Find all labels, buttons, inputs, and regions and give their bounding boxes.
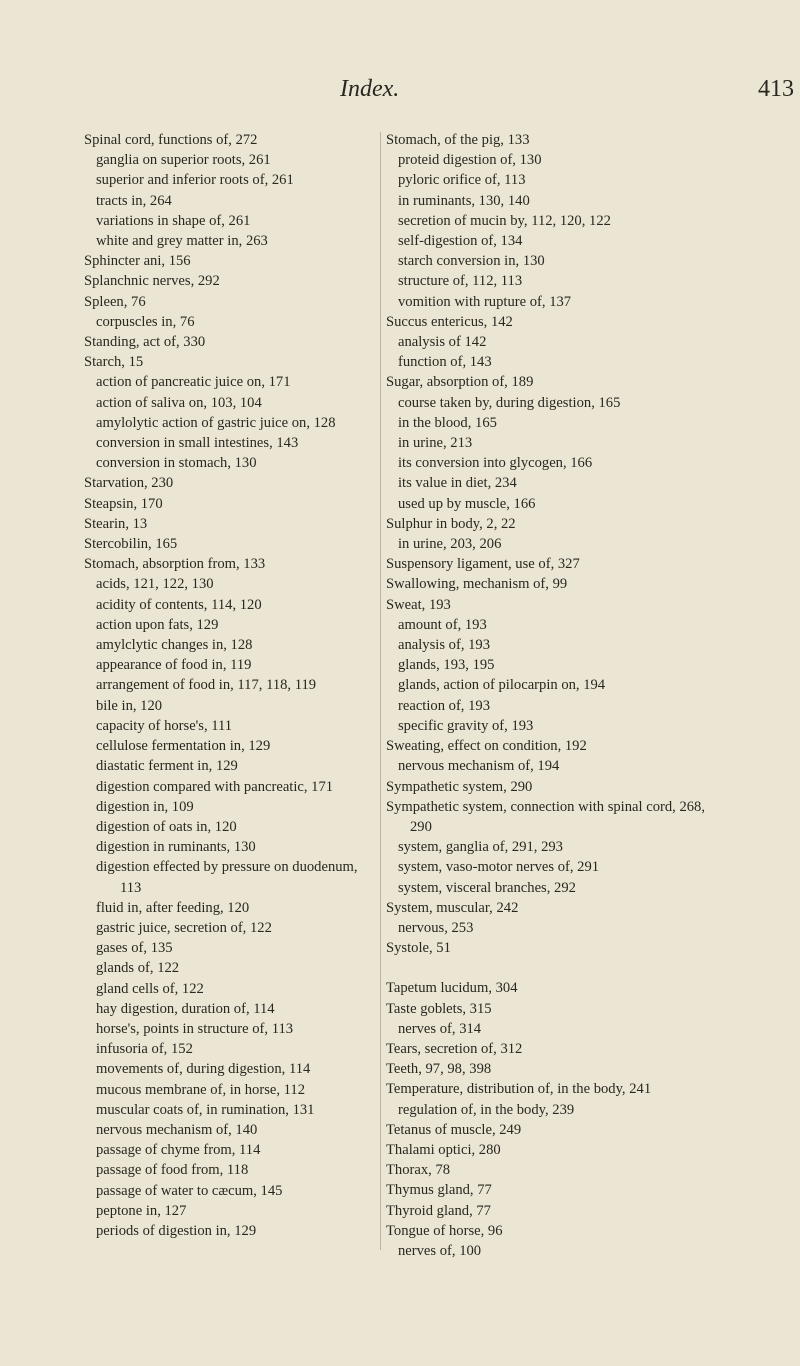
- index-subentry: its value in diet, 234: [398, 475, 517, 492]
- index-subentry: gases of, 135: [96, 940, 173, 957]
- index-subentry: function of, 143: [398, 354, 492, 371]
- index-subentry: passage of food from, 118: [96, 1162, 249, 1179]
- page-header: [0, 76, 800, 116]
- column-divider: [380, 132, 381, 1250]
- index-subentry: analysis of 142: [398, 334, 487, 351]
- index-subentry: glands, action of pilocarpin on, 194: [398, 677, 606, 694]
- index-subentry: fluid in, after feeding, 120: [96, 899, 250, 916]
- index-subentry: course taken by, during digestion, 165: [398, 394, 621, 411]
- section-gap: [386, 958, 726, 978]
- index-column-left: [84, 130, 378, 1241]
- index-subentry: ganglia on superior roots, 261: [96, 152, 271, 169]
- index-subentry: amount of, 193: [398, 616, 487, 633]
- index-subentry: secretion of mucin by, 112, 120, 122: [398, 212, 611, 229]
- index-subentry: action of pancreatic juice on, 171: [96, 374, 291, 391]
- index-entry: Thyroid gland, 77: [386, 1202, 491, 1219]
- index-entry: Sphincter ani, 156: [84, 253, 191, 270]
- index-subentry: passage of chyme from, 114: [96, 1142, 261, 1159]
- index-subentry: periods of digestion in, 129: [96, 1222, 257, 1239]
- index-entry: Spleen, 76: [84, 293, 146, 310]
- index-subentry: digestion in, 109: [96, 798, 194, 815]
- index-subentry: pyloric orifice of, 113: [398, 172, 526, 189]
- index-entry: Sympathetic system, connection with spinal cord, 268, 290: [386, 798, 705, 835]
- index-subentry: horse's, points in structure of, 113: [96, 1020, 294, 1037]
- index-entry: Teeth, 97, 98, 398: [386, 1061, 492, 1078]
- running-title: Index.: [340, 76, 400, 102]
- index-entry: Thymus gland, 77: [386, 1182, 492, 1199]
- index-entry: Tongue of horse, 96: [386, 1222, 503, 1239]
- index-entry: Thalami optici, 280: [386, 1141, 501, 1158]
- index-subentry: action upon fats, 129: [96, 616, 219, 633]
- index-entry: Sympathetic system, 290: [386, 778, 533, 795]
- index-subentry: glands, 193, 195: [398, 657, 495, 674]
- index-entry: Swallowing, mechanism of, 99: [386, 576, 568, 593]
- index-subentry: in urine, 203, 206: [398, 536, 502, 553]
- index-subentry: infusoria of, 152: [96, 1041, 193, 1058]
- index-entry: Sweat, 193: [386, 596, 451, 613]
- index-entry: Sulphur in body, 2, 22: [386, 515, 516, 532]
- index-subentry: acidity of contents, 114, 120: [96, 596, 262, 613]
- index-subentry: amylolytic action of gastric juice on, 128: [96, 414, 336, 431]
- index-subentry: proteid digestion of, 130: [398, 152, 542, 169]
- index-subentry: diastatic ferment in, 129: [96, 758, 238, 775]
- index-subentry: capacity of horse's, 111: [96, 717, 233, 734]
- index-subentry: peptone in, 127: [96, 1202, 187, 1219]
- index-subentry: self-digestion of, 134: [398, 233, 523, 250]
- index-entry: Tears, secretion of, 312: [386, 1040, 523, 1057]
- index-subentry: digestion effected by pressure on duodenum, 113: [96, 859, 358, 896]
- index-entry: Sweating, effect on condition, 192: [386, 738, 587, 755]
- index-subentry: conversion in small intestines, 143: [96, 435, 299, 452]
- index-subentry: bile in, 120: [96, 697, 163, 714]
- index-subentry: arrangement of food in, 117, 118, 119: [96, 677, 317, 694]
- index-subentry: vomition with rupture of, 137: [398, 293, 572, 310]
- index-subentry: nerves of, 314: [398, 1020, 482, 1037]
- index-subentry: passage of water to cæcum, 145: [96, 1182, 283, 1199]
- index-entry: Taste goblets, 315: [386, 1000, 492, 1017]
- index-subentry: regulation of, in the body, 239: [398, 1101, 575, 1118]
- index-entry: Systole, 51: [386, 940, 451, 957]
- index-subentry: its conversion into glycogen, 166: [398, 455, 593, 472]
- index-subentry: amylclytic changes in, 128: [96, 637, 253, 654]
- index-subentry: muscular coats of, in rumination, 131: [96, 1101, 315, 1118]
- index-entry: Starvation, 230: [84, 475, 174, 492]
- index-subentry: nervous mechanism of, 194: [398, 758, 560, 775]
- index-subentry: white and grey matter in, 263: [96, 233, 268, 250]
- index-subentry: cellulose fermentation in, 129: [96, 738, 271, 755]
- index-entry: Suspensory ligament, use of, 327: [386, 556, 580, 573]
- index-subentry: glands of, 122: [96, 960, 180, 977]
- index-subentry: in ruminants, 130, 140: [398, 192, 530, 209]
- index-entry: Splanchnic nerves, 292: [84, 273, 220, 290]
- index-subentry: digestion in ruminants, 130: [96, 839, 256, 856]
- index-subentry: tracts in, 264: [96, 192, 172, 209]
- index-subentry: in urine, 213: [398, 435, 473, 452]
- page-number: 413: [758, 76, 794, 102]
- index-subentry: analysis of, 193: [398, 637, 491, 654]
- index-subentry: movements of, during digestion, 114: [96, 1061, 311, 1078]
- index-entry: Sugar, absorption of, 189: [386, 374, 534, 391]
- index-subentry: appearance of food in, 119: [96, 657, 252, 674]
- index-entry: Succus entericus, 142: [386, 313, 513, 330]
- index-subentry: gastric juice, secretion of, 122: [96, 919, 272, 936]
- index-subentry: digestion of oats in, 120: [96, 818, 237, 835]
- index-subentry: conversion in stomach, 130: [96, 455, 257, 472]
- index-subentry: action of saliva on, 103, 104: [96, 394, 262, 411]
- index-subentry: superior and inferior roots of, 261: [96, 172, 294, 189]
- index-entry: Steapsin, 170: [84, 495, 163, 512]
- index-subentry: mucous membrane of, in horse, 112: [96, 1081, 305, 1098]
- index-subentry: nerves of, 100: [398, 1242, 482, 1259]
- index-entry: Tetanus of muscle, 249: [386, 1121, 522, 1138]
- index-subentry: used up by muscle, 166: [398, 495, 536, 512]
- index-subentry: specific gravity of, 193: [398, 717, 534, 734]
- index-entry: Stomach, absorption from, 133: [84, 556, 266, 573]
- index-entry: Temperature, distribution of, in the body, 241: [386, 1081, 652, 1098]
- index-entry: System, muscular, 242: [386, 899, 519, 916]
- index-entry: Stomach, of the pig, 133: [386, 132, 530, 148]
- index-entry: Stercobilin, 165: [84, 536, 178, 553]
- index-entry: Tapetum lucidum, 304: [386, 980, 518, 997]
- index-entry: Spinal cord, functions of, 272: [84, 132, 258, 148]
- index-subentry: acids, 121, 122, 130: [96, 576, 214, 593]
- index-subentry: hay digestion, duration of, 114: [96, 1000, 275, 1017]
- index-entry: Starch, 15: [84, 354, 144, 371]
- index-entry: Standing, act of, 330: [84, 334, 206, 351]
- index-subentry: gland cells of, 122: [96, 980, 204, 997]
- index-subentry: variations in shape of, 261: [96, 212, 251, 229]
- index-entry: Thorax, 78: [386, 1162, 451, 1179]
- index-column-right: [386, 130, 726, 1261]
- index-subentry: nervous mechanism of, 140: [96, 1121, 258, 1138]
- index-subentry: digestion compared with pancreatic, 171: [96, 778, 334, 795]
- index-subentry: reaction of, 193: [398, 697, 490, 714]
- index-subentry: system, visceral branches, 292: [398, 879, 576, 896]
- index-subentry: starch conversion in, 130: [398, 253, 545, 270]
- index-subentry: corpuscles in, 76: [96, 313, 195, 330]
- index-subentry: structure of, 112, 113: [398, 273, 523, 290]
- index-subentry: nervous, 253: [398, 919, 474, 936]
- index-subentry: in the blood, 165: [398, 414, 497, 431]
- index-entry: Stearin, 13: [84, 515, 148, 532]
- index-subentry: system, vaso-motor nerves of, 291: [398, 859, 600, 876]
- index-subentry: system, ganglia of, 291, 293: [398, 839, 563, 856]
